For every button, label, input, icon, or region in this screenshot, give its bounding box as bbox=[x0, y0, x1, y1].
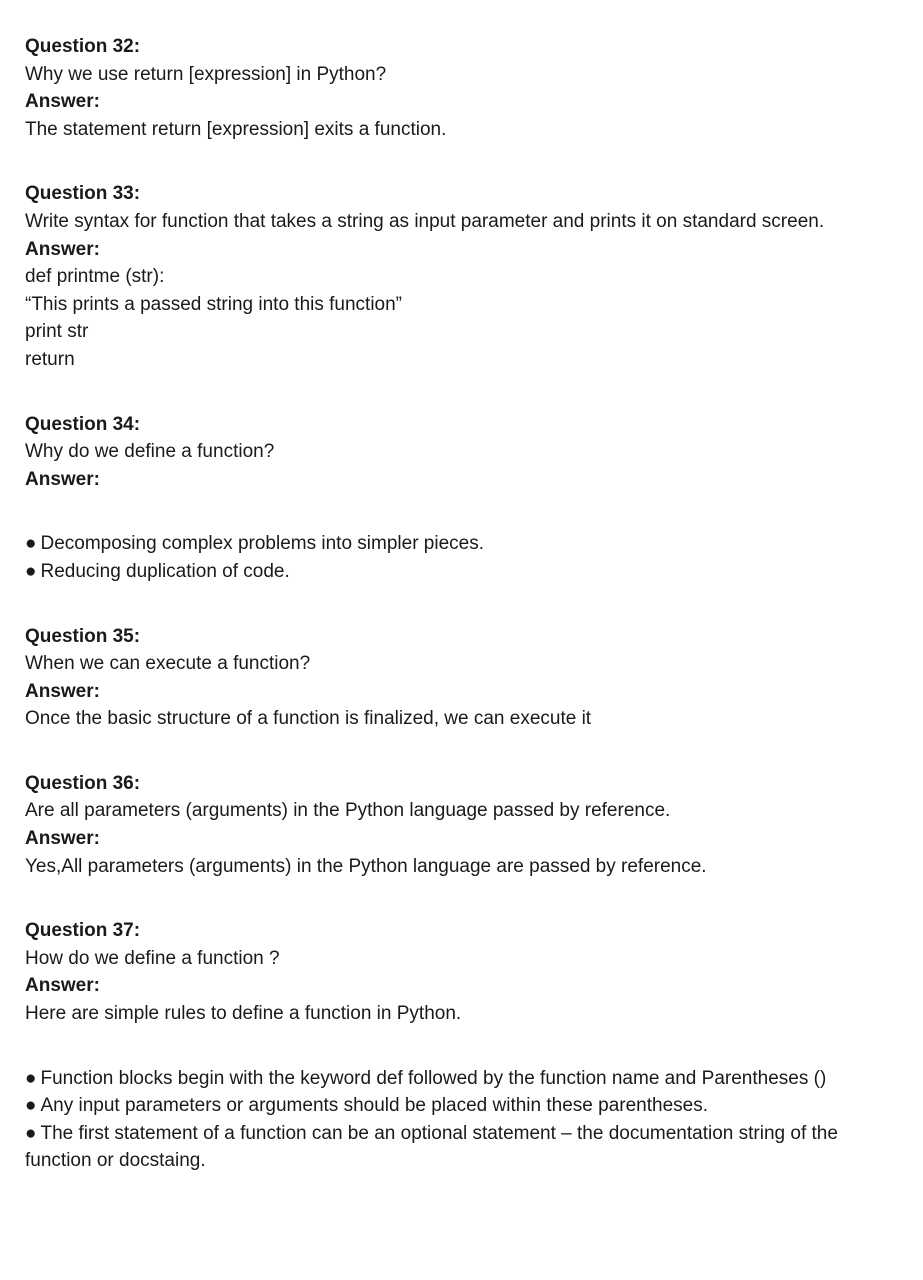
answer-label: Answer: bbox=[25, 468, 100, 490]
question-heading: Question 35: bbox=[25, 625, 141, 647]
bullet-list bbox=[25, 530, 899, 585]
question-37-block bbox=[25, 917, 899, 1175]
question-32-block bbox=[25, 33, 899, 143]
question-text: When we can execute a function? bbox=[25, 653, 311, 675]
question-33-block bbox=[25, 180, 899, 373]
question-34-block bbox=[25, 411, 899, 586]
list-item-text: Function blocks begin with the keyword def followed by the function name and Parentheses () bbox=[40, 1067, 827, 1089]
list-item bbox=[25, 1092, 897, 1120]
list-item bbox=[25, 1065, 897, 1093]
bullet-icon: ● bbox=[25, 533, 37, 555]
answer-text: Here are simple rules to define a function in Python. bbox=[25, 1003, 462, 1025]
bullet-icon: ● bbox=[25, 1095, 37, 1117]
list-item bbox=[25, 558, 899, 586]
list-item-text: Reducing duplication of code. bbox=[40, 560, 290, 582]
answer-text: The statement return [expression] exits a function. bbox=[25, 118, 447, 140]
list-item bbox=[25, 1120, 897, 1175]
question-text: Are all parameters (arguments) in the Python language passed by reference. bbox=[25, 800, 671, 822]
code-line: “This prints a passed string into this function” bbox=[25, 293, 403, 315]
code-line: def printme (str): bbox=[25, 266, 165, 288]
list-item-text: Any input parameters or arguments should be placed within these parentheses. bbox=[40, 1095, 708, 1117]
bullet-list bbox=[25, 1065, 897, 1175]
code-line: return bbox=[25, 348, 75, 370]
bullet-icon: ● bbox=[25, 560, 37, 582]
question-text: Why do we define a function? bbox=[25, 441, 275, 463]
question-text: Write syntax for function that takes a string as input parameter and prints it on standard screen. bbox=[25, 210, 825, 232]
list-item-text: Decomposing complex problems into simpler pieces. bbox=[40, 533, 485, 555]
question-heading: Question 34: bbox=[25, 413, 141, 435]
bullet-icon: ● bbox=[25, 1067, 37, 1089]
answer-label: Answer: bbox=[25, 828, 100, 850]
answer-text: Yes,All parameters (arguments) in the Python language are passed by reference. bbox=[25, 855, 707, 877]
list-item bbox=[25, 530, 899, 558]
answer-label: Answer: bbox=[25, 680, 100, 702]
question-heading: Question 36: bbox=[25, 772, 141, 794]
question-36-block bbox=[25, 770, 899, 880]
question-text: Why we use return [expression] in Python? bbox=[25, 63, 387, 85]
question-text: How do we define a function ? bbox=[25, 947, 280, 969]
list-item-text: The first statement of a function can be an optional statement – the documentation string of the function or docstaing. bbox=[25, 1122, 838, 1172]
answer-label: Answer: bbox=[25, 91, 100, 113]
code-line: print str bbox=[25, 321, 89, 343]
question-heading: Question 37: bbox=[25, 920, 141, 942]
question-35-block bbox=[25, 623, 899, 733]
bullet-icon: ● bbox=[25, 1122, 37, 1144]
question-heading: Question 32: bbox=[25, 36, 141, 57]
answer-label: Answer: bbox=[25, 975, 100, 997]
answer-text: Once the basic structure of a function is finalized, we can execute it bbox=[25, 708, 592, 730]
question-heading: Question 33: bbox=[25, 183, 141, 205]
answer-label: Answer: bbox=[25, 238, 100, 260]
